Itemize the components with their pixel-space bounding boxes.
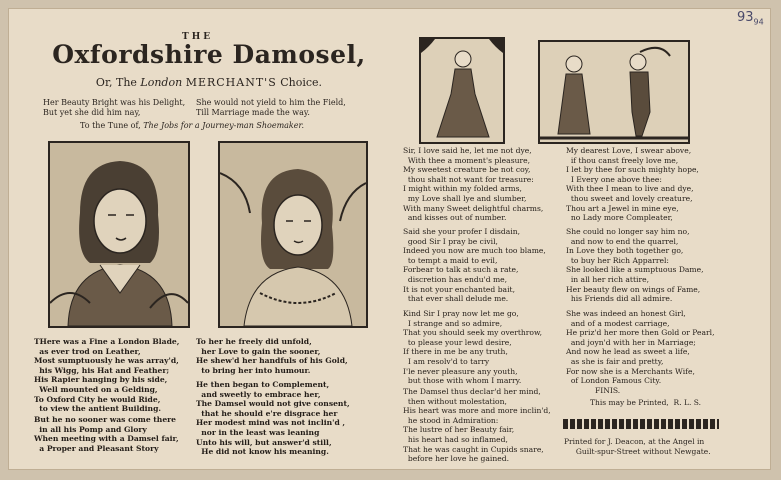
verse-col3-st2: Said she your profer I disdain, good Sir I pray be civil, Indeed you now are much too blame, to tempt a maid to evil, Forbear to talk at such a rate, discretion has endu'd me, It is not your enchanted bait, that ever shall delude me. xyxy=(403,227,546,304)
printer-imprint: Printed for J. Deacon, at the Angel in Guilt-spur-Street without Newgate. xyxy=(564,437,711,456)
verse-col3-st4: The Damsel thus declar'd her mind, then without molestation, His heart was more and more inclin'd, he stood in Admiration: The lustre of her Beauty fair, his heart had so inflamed, That he was caught in Cupids snare, before her love he gained. xyxy=(403,387,551,464)
verse-col2-st1: To her he freely did unfold, her Love to gain the sooner, He shew'd her handfuls of his Gold, to bring her into humour. xyxy=(196,337,348,375)
page-title: Oxfordshire Damosel, xyxy=(52,40,366,69)
pencil-page-number: $93_{94}$ xyxy=(737,10,764,27)
tune-line: To the Tune of, The Jobs for a Journey-man Shoemaker. xyxy=(80,121,305,130)
ornament-border xyxy=(563,419,719,429)
couple-figures-icon xyxy=(540,42,688,142)
woman-portrait-icon xyxy=(220,143,366,326)
title-the: THE xyxy=(182,32,214,42)
verse-col3-st3: Kind Sir I pray now let me go, I strange and so admire, That you should seek my overthrow, to please your lewd desire, If there in me be any truth, I am resolv'd to tarry I'le never pleasure any youth, but those with whom I marry. xyxy=(403,309,543,386)
woodcut-man xyxy=(48,141,190,328)
woodcut-lady xyxy=(419,37,505,144)
verse-col3-st1: Sir, I love said he, let me not dye, With thee a moment's pleasure, My sweetest creature be not coy, thou shalt not want for treasure: I might within my folded arms, my Love shall lye and slumber, With many Sweet delightful charms, and kisses out of number. xyxy=(403,146,544,223)
blurb-left: Her Beauty Bright was his Delight, But yet she did him nay, xyxy=(43,98,186,117)
lady-figure-icon xyxy=(421,39,503,142)
blurb-right: She would not yield to him the Field, Till Marriage made the way. xyxy=(196,98,346,117)
verse-col4-st2: She could no longer say him no, and now to end the quarrel, In Love they both together go, to buy her Rich Apparrel: She looked like a sumptuous Dame, in all her rich attire, Her beauty flew on wings of Fame, his Friends did all admire. xyxy=(566,227,704,304)
print-permission: This may be Printed, R. L. S. xyxy=(590,398,701,407)
verse-col4-st1: My dearest Love, I swear above, if thou canst freely love me, I let by thee for such mighty hope, I Every one above thee: With thee I mean to live and dye, thou sweet and lovely creature, Thou art a Jewel in mine eye, no Lady more Compleater, xyxy=(566,146,699,223)
verse-col1-st1: THere was a Fine a London Blade, as ever trod on Leather, Most sumptuously he was array'd, his Wigg, his Hat and Feather; His Rapier hanging by his side, Well mounted on a Gelding, To Oxford City he would Ride, to view the antient Building. xyxy=(34,337,180,414)
subtitle: Or, The London MERCHANT'S Choice. xyxy=(95,76,323,89)
woodcut-couple xyxy=(538,40,690,144)
woodcut-woman xyxy=(218,141,368,328)
man-portrait-icon xyxy=(50,143,188,326)
verse-col4-st3: She was indeed an honest Girl, and of a modest carriage, He priz'd her more then Gold or Pearl, and joyn'd with her in Marriage; And now he lead as sweet a life, as she is fair and pretty, For now she is a Merchants Wife, of London Famous City. FINIS. xyxy=(566,309,715,395)
verse-col2-st2: He then began to Complement, and sweetly to embrace her, The Damsel would not give consent, that he should e're disgrace her Her modest mind was not inclin'd , nor in the least was leaning Unto his will, but answer'd still, He did not know his meaning. xyxy=(196,380,350,457)
verse-col1-st2: But he no sooner was come there in all his Pomp and Glory When meeting with a Damsel fair, a Proper and Pleasant Story xyxy=(34,415,179,453)
